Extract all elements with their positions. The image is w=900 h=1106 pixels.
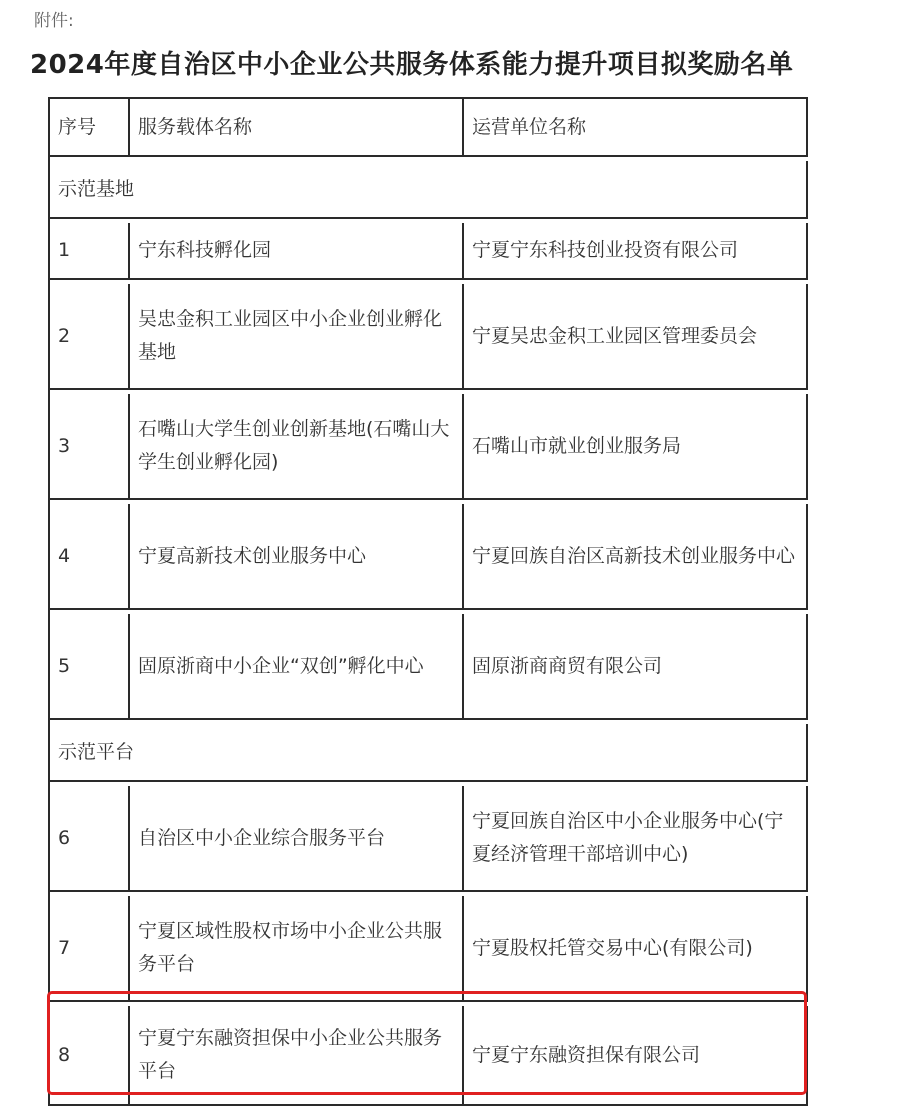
header-no: 序号	[50, 99, 130, 155]
row-operator: 石嘴山市就业创业服务局	[464, 394, 808, 498]
header-carrier: 服务载体名称	[130, 99, 464, 155]
row-carrier: 吴忠金积工业园区中小企业创业孵化基地	[130, 284, 464, 388]
row-no: 1	[50, 223, 130, 278]
row-no: 3	[50, 394, 130, 498]
table-row	[50, 394, 808, 500]
header-operator: 运营单位名称	[464, 99, 808, 155]
table-header-row	[50, 99, 808, 157]
document-title: 2024年度自治区中小企业公共服务体系能力提升项目拟奖励名单	[30, 50, 794, 80]
row-carrier: 宁夏宁东融资担保中小企业公共服务平台	[130, 1006, 464, 1104]
section-row-demo-platform	[50, 724, 808, 782]
section-row-demo-base	[50, 161, 808, 219]
row-no: 5	[50, 614, 130, 718]
row-operator: 宁夏宁东科技创业投资有限公司	[464, 223, 808, 278]
table-row	[50, 896, 808, 1002]
row-operator: 宁夏吴忠金积工业园区管理委员会	[464, 284, 808, 388]
row-operator: 固原浙商商贸有限公司	[464, 614, 808, 718]
table-row	[50, 223, 808, 280]
table-row	[50, 284, 808, 390]
row-operator: 宁夏回族自治区高新技术创业服务中心	[464, 504, 808, 608]
table-row	[50, 504, 808, 610]
row-operator: 宁夏宁东融资担保有限公司	[464, 1006, 808, 1104]
row-no: 8	[50, 1006, 130, 1104]
award-list-table	[48, 97, 808, 1106]
table-row	[50, 614, 808, 720]
row-no: 7	[50, 896, 130, 1000]
row-operator: 宁夏股权托管交易中心(有限公司)	[464, 896, 808, 1000]
attachment-label: 附件:	[34, 11, 74, 31]
section-label: 示范平台	[50, 724, 808, 780]
section-label: 示范基地	[50, 161, 808, 217]
row-carrier: 宁夏高新技术创业服务中心	[130, 504, 464, 608]
table-row	[50, 1006, 808, 1106]
row-carrier: 固原浙商中小企业“双创”孵化中心	[130, 614, 464, 718]
row-carrier: 石嘴山大学生创业创新基地(石嘴山大学生创业孵化园)	[130, 394, 464, 498]
row-carrier: 自治区中小企业综合服务平台	[130, 786, 464, 890]
row-carrier: 宁东科技孵化园	[130, 223, 464, 278]
row-carrier: 宁夏区域性股权市场中小企业公共服务平台	[130, 896, 464, 1000]
row-operator: 宁夏回族自治区中小企业服务中心(宁夏经济管理干部培训中心)	[464, 786, 808, 890]
row-no: 6	[50, 786, 130, 890]
row-no: 2	[50, 284, 130, 388]
table-row	[50, 786, 808, 892]
row-no: 4	[50, 504, 130, 608]
